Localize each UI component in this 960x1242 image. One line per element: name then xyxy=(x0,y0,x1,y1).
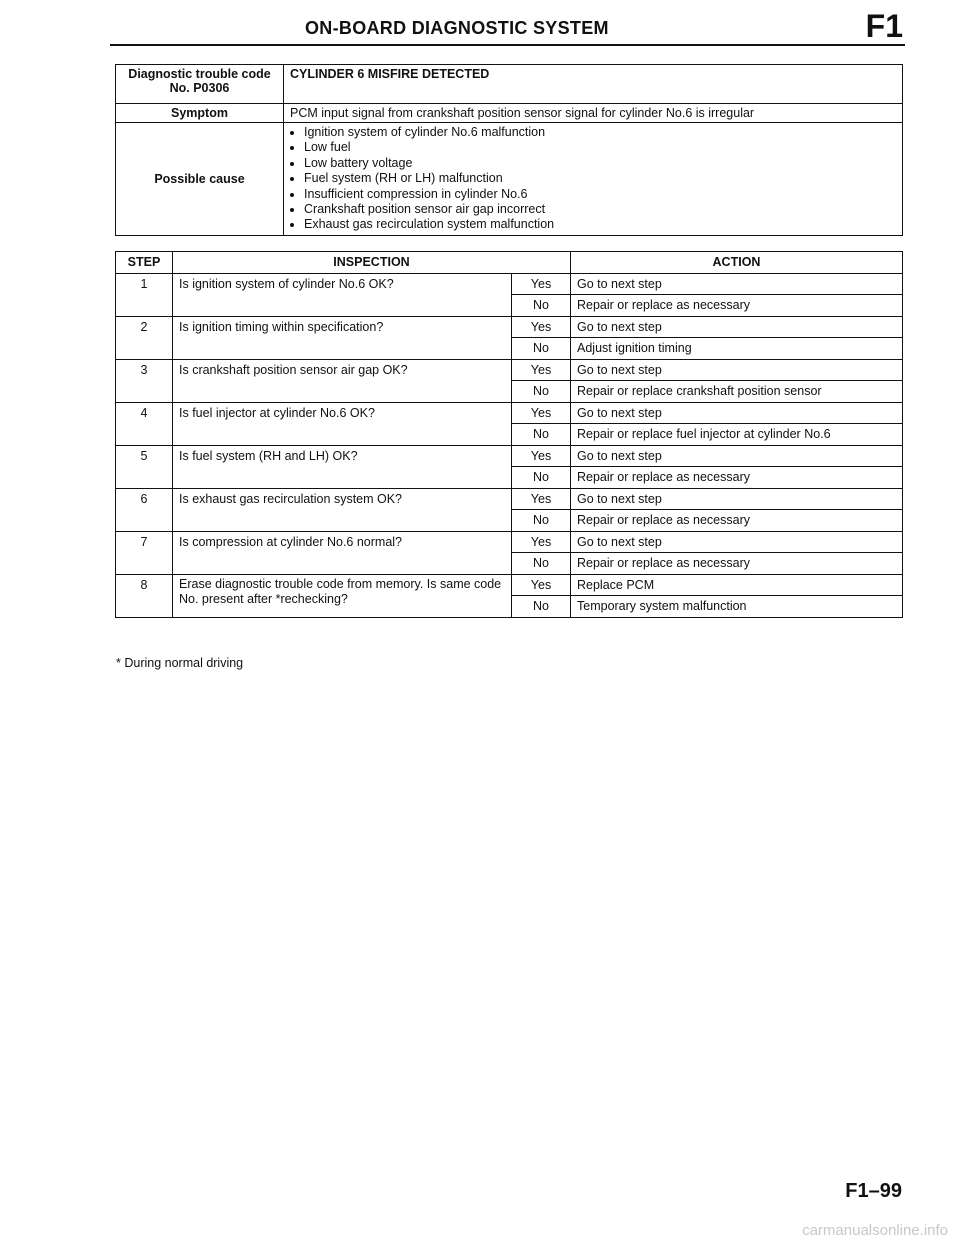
inspection-text: Is fuel system (RH and LH) OK? xyxy=(173,445,512,488)
no-label: No xyxy=(512,381,571,403)
no-label: No xyxy=(512,338,571,360)
table-row xyxy=(116,316,903,338)
step-number: 6 xyxy=(116,488,173,531)
yes-action: Go to next step xyxy=(571,531,903,553)
inspection-text: Is crankshaft position sensor air gap OK? xyxy=(173,359,512,402)
dtc-value: CYLINDER 6 MISFIRE DETECTED xyxy=(284,65,903,104)
yes-label: Yes xyxy=(512,445,571,467)
no-label: No xyxy=(512,424,571,446)
cause-item: • Ignition system of cylinder No.6 malfunction xyxy=(304,125,896,140)
yes-action: Go to next step xyxy=(571,488,903,510)
yes-action: Go to next step xyxy=(571,359,903,381)
step-number: 7 xyxy=(116,531,173,574)
no-label: No xyxy=(512,553,571,575)
cause-list-cell xyxy=(284,123,903,236)
no-action: Repair or replace as necessary xyxy=(571,553,903,575)
yes-label: Yes xyxy=(512,574,571,596)
cause-item: • Insufficient compression in cylinder No.6 xyxy=(304,187,896,202)
page-number: F1–99 xyxy=(845,1180,902,1202)
inspection-table xyxy=(115,251,903,618)
no-action: Repair or replace crankshaft position sensor xyxy=(571,381,903,403)
yes-action: Go to next step xyxy=(571,445,903,467)
header-divider xyxy=(110,44,905,46)
yes-action: Go to next step xyxy=(571,273,903,295)
table-row xyxy=(116,445,903,467)
yes-label: Yes xyxy=(512,531,571,553)
yes-label: Yes xyxy=(512,273,571,295)
yes-label: Yes xyxy=(512,488,571,510)
table-row xyxy=(116,402,903,424)
cause-item: • Low fuel xyxy=(304,140,896,155)
no-label: No xyxy=(512,295,571,317)
yes-action: Go to next step xyxy=(571,402,903,424)
step-number: 1 xyxy=(116,273,173,316)
no-label: No xyxy=(512,596,571,618)
step-number: 5 xyxy=(116,445,173,488)
no-label: No xyxy=(512,510,571,532)
step-number: 4 xyxy=(116,402,173,445)
inspection-text: Is ignition system of cylinder No.6 OK? xyxy=(173,273,512,316)
symptom-label: Symptom xyxy=(116,104,284,123)
cause-row xyxy=(116,123,903,236)
table-header-row xyxy=(116,252,903,274)
col-header-inspection: INSPECTION xyxy=(173,252,571,274)
cause-list xyxy=(290,125,896,233)
inspection-text: Is fuel injector at cylinder No.6 OK? xyxy=(173,402,512,445)
page-title: ON-BOARD DIAGNOSTIC SYSTEM xyxy=(305,18,609,38)
no-action: Repair or replace as necessary xyxy=(571,295,903,317)
step-number: 2 xyxy=(116,316,173,359)
no-action: Repair or replace as necessary xyxy=(571,467,903,489)
table-row xyxy=(116,273,903,295)
inspection-text: Erase diagnostic trouble code from memory. Is same code No. present after *rechecking? xyxy=(173,574,512,617)
cause-item: • Fuel system (RH or LH) malfunction xyxy=(304,171,896,186)
no-label: No xyxy=(512,467,571,489)
cause-label: Possible cause xyxy=(116,123,284,236)
cause-item: • Crankshaft position sensor air gap incorrect xyxy=(304,202,896,217)
step-number: 3 xyxy=(116,359,173,402)
col-header-step: STEP xyxy=(116,252,173,274)
cause-item: • Exhaust gas recirculation system malfunction xyxy=(304,217,896,232)
section-code: F1 xyxy=(865,8,903,44)
table-row xyxy=(116,488,903,510)
no-action: Repair or replace fuel injector at cylinder No.6 xyxy=(571,424,903,446)
yes-label: Yes xyxy=(512,316,571,338)
watermark: carmanualsonline.info xyxy=(802,1222,948,1239)
dtc-info-table xyxy=(115,64,903,236)
cause-item: • Low battery voltage xyxy=(304,156,896,171)
step-number: 8 xyxy=(116,574,173,617)
inspection-text: Is compression at cylinder No.6 normal? xyxy=(173,531,512,574)
yes-action: Replace PCM xyxy=(571,574,903,596)
dtc-label: Diagnostic trouble code No. P0306 xyxy=(116,65,284,104)
inspection-text: Is ignition timing within specification? xyxy=(173,316,512,359)
yes-label: Yes xyxy=(512,402,571,424)
col-header-action: ACTION xyxy=(571,252,903,274)
yes-label: Yes xyxy=(512,359,571,381)
dtc-row xyxy=(116,65,903,104)
yes-action: Go to next step xyxy=(571,316,903,338)
no-action: Repair or replace as necessary xyxy=(571,510,903,532)
symptom-row xyxy=(116,104,903,123)
table-row xyxy=(116,531,903,553)
inspection-text: Is exhaust gas recirculation system OK? xyxy=(173,488,512,531)
table-row xyxy=(116,574,903,596)
no-action: Adjust ignition timing xyxy=(571,338,903,360)
no-action: Temporary system malfunction xyxy=(571,596,903,618)
table-row xyxy=(116,359,903,381)
page-header xyxy=(110,8,905,48)
footnote: * During normal driving xyxy=(116,656,244,670)
symptom-value: PCM input signal from crankshaft position sensor signal for cylinder No.6 is irregular xyxy=(284,104,903,123)
